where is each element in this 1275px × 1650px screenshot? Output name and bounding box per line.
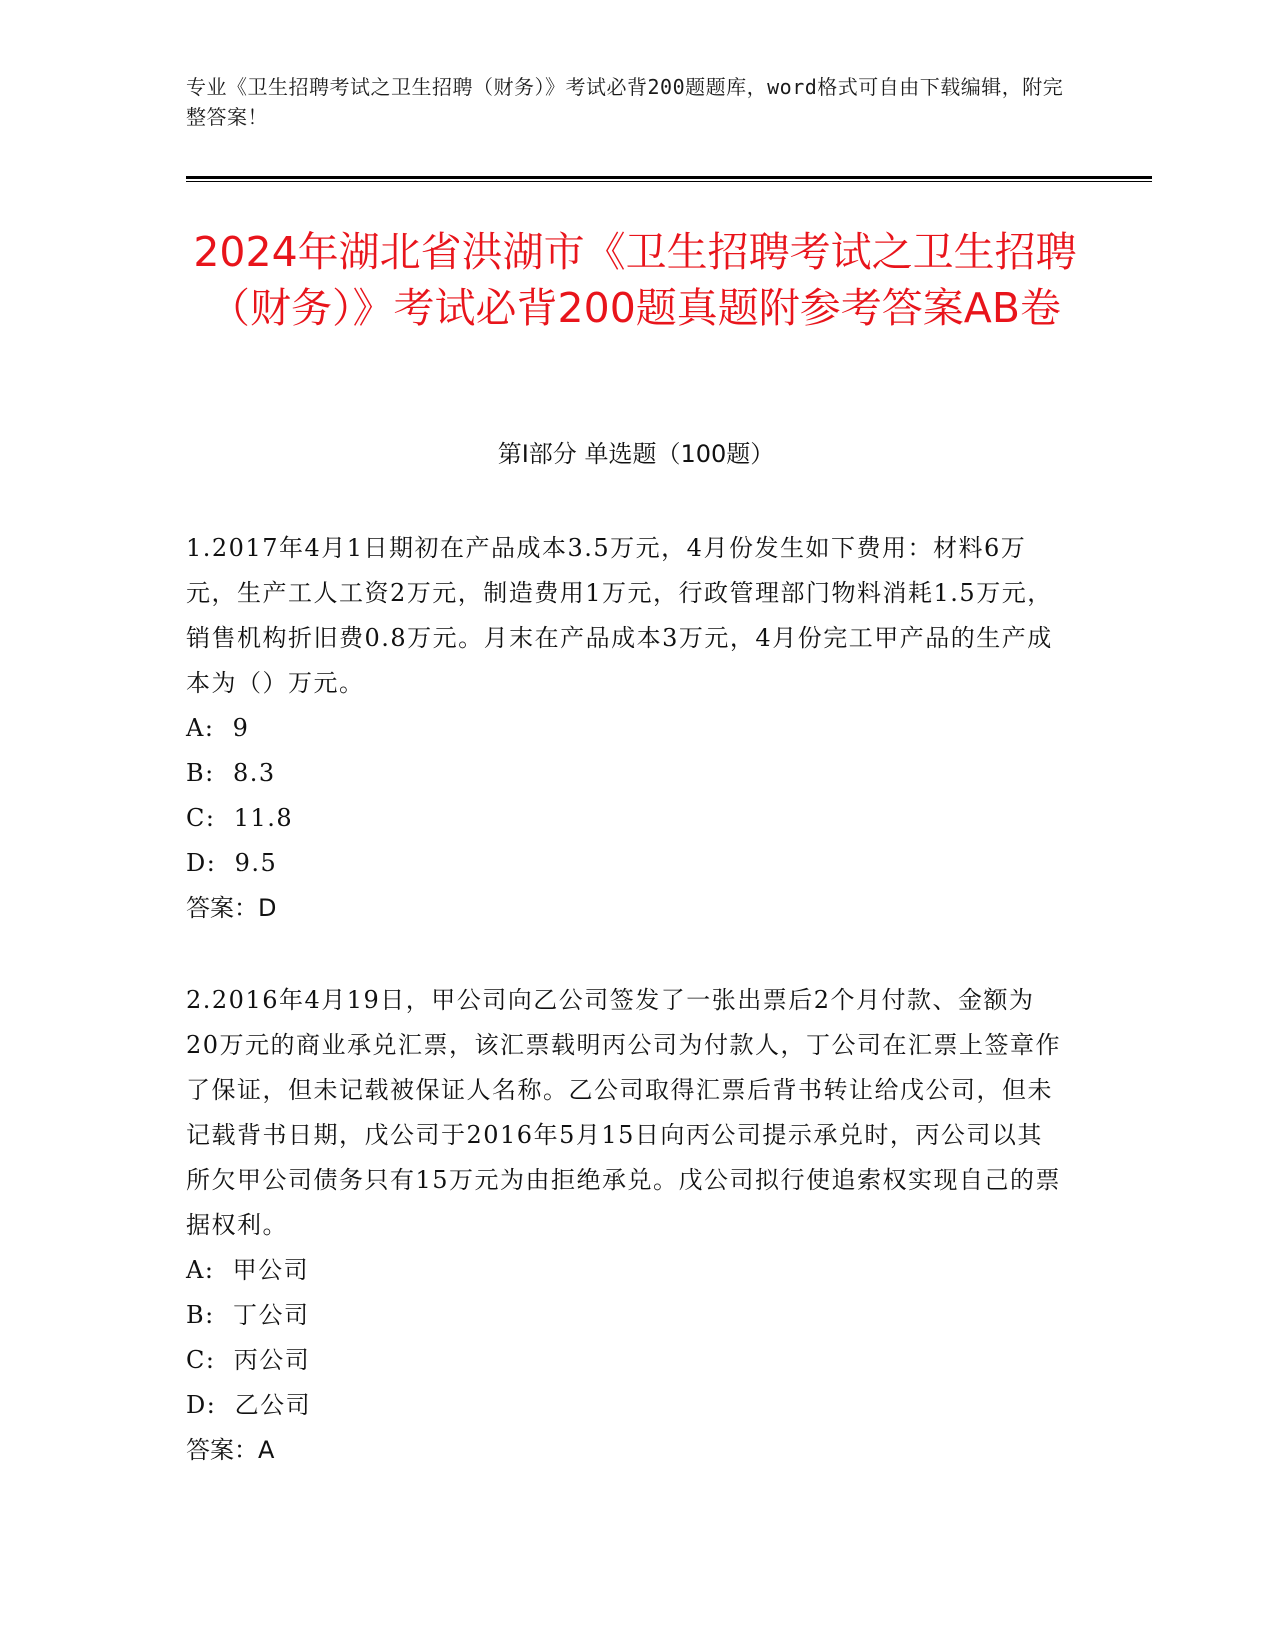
question-stem: 1.2017年4月1日期初在产品成本3.5万元，4月份发生如下费用：材料6万元，生产工人工资2万元，制造费用1万元，行政管理部门物料消耗1.5万元，销售机构折旧费0.8万元。月末在产品成本3万元，4月份完工甲产品的生产成本为（）万元。: [186, 534, 1053, 697]
answer-line: 答案：A: [186, 1436, 275, 1464]
question-2: [186, 978, 1066, 1473]
header-rule-thick: [186, 176, 1152, 179]
option-a: A: 9: [186, 714, 250, 742]
option-c: C: 11.8: [186, 804, 294, 832]
option-a: A: 甲公司: [186, 1256, 310, 1284]
option-d: D: 乙公司: [186, 1391, 312, 1419]
option-b: B: 丁公司: [186, 1301, 310, 1329]
question-1: [186, 526, 1066, 931]
question-stem: 2.2016年4月19日，甲公司向乙公司签发了一张出票后2个月付款、金额为20万元的商业承兑汇票，该汇票载明丙公司为付款人，丁公司在汇票上签章作了保证，但未记载被保证人名称。乙公司取得汇票后背书转让给戊公司，但未记载背书日期，戊公司于2016年5月15日向丙公司提示承兑时，丙公司以其所欠甲公司债务只有15万元为由拒绝承兑。戊公司拟行使追索权实现自己的票据权利。: [186, 986, 1062, 1239]
option-c: C: 丙公司: [186, 1346, 311, 1374]
header-rule-thin: [186, 181, 1152, 182]
option-d: D: 9.5: [186, 849, 278, 877]
header-note: 专业《卫生招聘考试之卫生招聘（财务）》考试必背200题题库，word格式可自由下载编辑，附完整答案！: [186, 75, 1064, 129]
option-b: B: 8.3: [186, 759, 276, 787]
document-title: 2024年湖北省洪湖市《卫生招聘考试之卫生招聘（财务）》考试必背200题真题附参考答案AB卷: [193, 228, 1077, 332]
answer-line: 答案：D: [186, 894, 277, 922]
section-heading: 第Ⅰ部分 单选题（100题）: [497, 440, 775, 468]
